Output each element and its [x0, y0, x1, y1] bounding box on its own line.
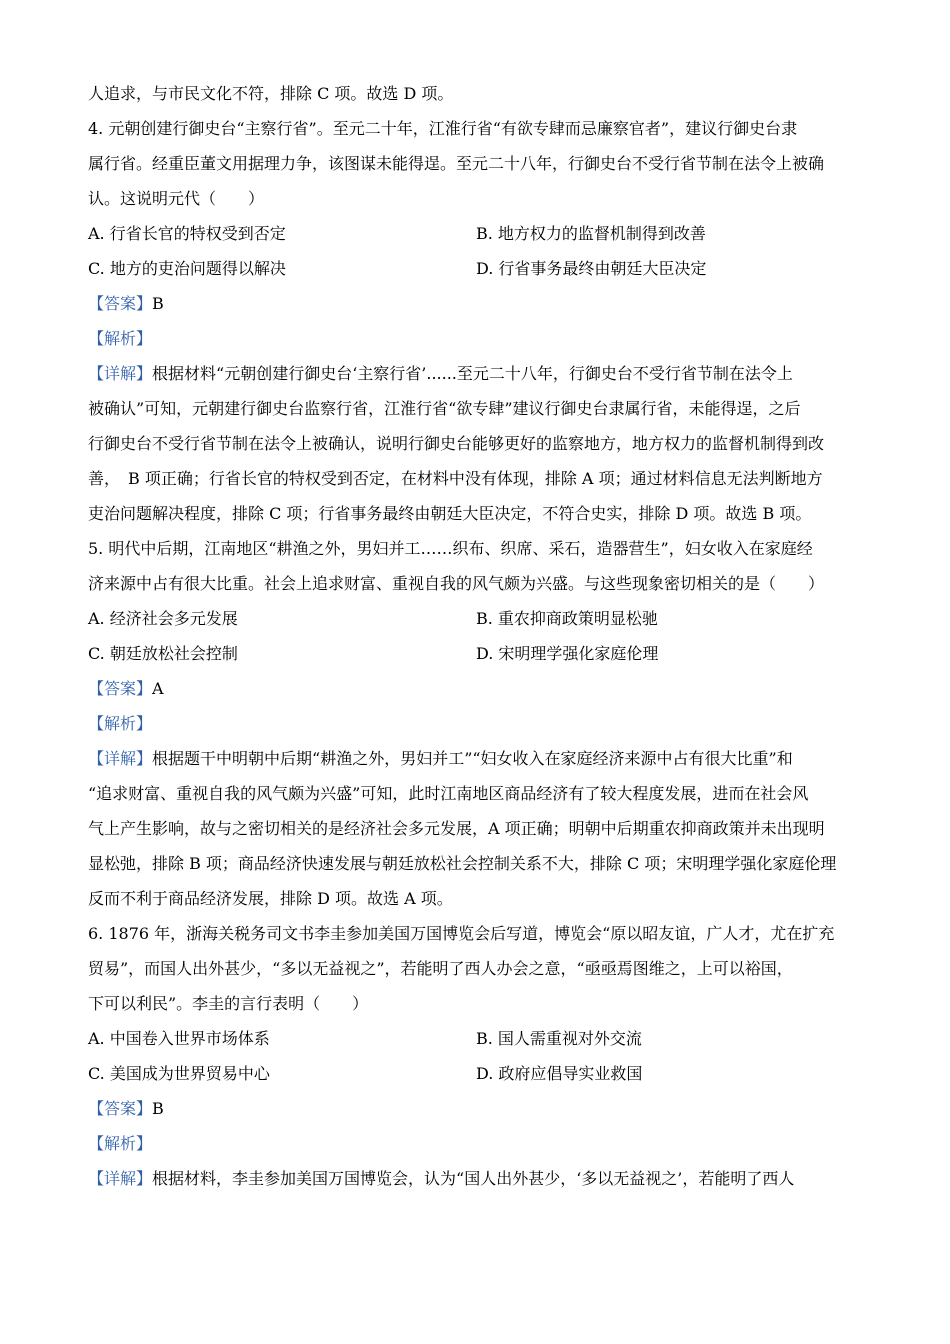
options-row: [88, 601, 864, 636]
options-row: [88, 1056, 864, 1091]
detail-tag: 【详解】: [88, 364, 153, 383]
detail-text: 根据材料“元朝创建行御史台‘主察行省’......至元二十八年，行御史台不受行省节制在法令上: [152, 364, 793, 383]
analysis-line: [88, 321, 864, 356]
option-c: C. 朝廷放松社会控制: [88, 644, 238, 663]
options-row: [88, 1021, 864, 1056]
question-stem-line: 属行省。经重臣董文用据理力争，该图谋未能得逞。至元二十八年，行御史台不受行省节制在法令上被确: [88, 154, 825, 173]
option-c: C. 美国成为世界贸易中心: [88, 1064, 270, 1083]
detail-line: [88, 356, 864, 391]
intro-line: 人追求，与市民文化不符，排除 C 项。故选 D 项。: [88, 84, 454, 103]
detail-line: 行御史台不受行省节制在法令上被确认，说明行御史台能够更好的监察地方，地方权力的监督机制得到改: [88, 434, 825, 453]
option-b: B. 地方权力的监督机制得到改善: [476, 224, 706, 243]
option-b: B. 国人需重视对外交流: [476, 1029, 642, 1048]
options-row: [88, 216, 864, 251]
question-stem-line: 济来源中占有很大比重。社会上追求财富、重视自我的风气颇为兴盛。与这些现象密切相关的是（ ）: [88, 574, 825, 593]
answer-tag: 【答案】: [88, 294, 153, 313]
detail-tag: 【详解】: [88, 1169, 153, 1188]
detail-line: 反而不利于商品经济发展，排除 D 项。故选 A 项。: [88, 889, 453, 908]
detail-tag: 【详解】: [88, 749, 153, 768]
option-b: B. 重农抑商政策明显松驰: [476, 609, 658, 628]
detail-line: “追求财富、重视自我的风气颇为兴盛”可知，此时江南地区商品经济有了较大程度发展，进而在社会风: [88, 784, 809, 803]
detail-text: 根据材料，李圭参加美国万国博览会，认为“国人出外甚少，‘多以无益视之’，若能明了西人: [152, 1169, 795, 1188]
answer-tag: 【答案】: [88, 1099, 153, 1118]
question-stem-line: 4. 元朝创建行御史台“主察行省”。至元二十年，江淮行省“有欲专肆而忌廉察官者”，建议行御史台隶: [88, 119, 798, 138]
options-row: [88, 251, 864, 286]
answer-value: B: [152, 294, 164, 313]
answer-line: [88, 286, 864, 321]
option-d: D. 宋明理学强化家庭伦理: [476, 644, 659, 663]
option-c: C. 地方的吏治问题得以解决: [88, 259, 286, 278]
question-stem-line: 5. 明代中后期，江南地区“耕渔之外，男妇并工……织布、织席、采石，造器营生”，妇女收入在家庭经: [88, 539, 813, 558]
option-d: D. 政府应倡导实业救国: [476, 1064, 643, 1083]
analysis-line: [88, 706, 864, 741]
option-a: A. 中国卷入世界市场体系: [88, 1029, 270, 1048]
question-6: [88, 916, 864, 1196]
answer-line: [88, 671, 864, 706]
detail-text: 根据题干中明朝中后期“耕渔之外，男妇并工”“妇女收入在家庭经济来源中占有很大比重”和: [152, 749, 793, 768]
analysis-tag: 【解析】: [88, 714, 153, 733]
detail-line: 善， B 项正确；行省长官的特权受到否定，在材料中没有体现，排除 A 项；通过材料信息无法判断地方: [88, 469, 823, 488]
detail-line: 吏治问题解决程度，排除 C 项；行省事务最终由朝廷大臣决定，不符合史实，排除 D 项。故选 B 项。: [88, 504, 812, 523]
detail-line: [88, 741, 864, 776]
detail-line: 显松弛，排除 B 项；商品经济快速发展与朝廷放松社会控制关系不大，排除 C 项；宋明理学强化家庭伦理: [88, 854, 837, 873]
question-5: [88, 531, 864, 916]
detail-line: 被确认”可知，元朝建行御史台监察行省，江淮行省“欲专肆”建议行御史台隶属行省，未能得逞，之后: [88, 399, 801, 418]
option-a: A. 经济社会多元发展: [88, 609, 238, 628]
options-row: [88, 636, 864, 671]
analysis-line: [88, 1126, 864, 1161]
detail-line: [88, 1161, 864, 1196]
option-a: A. 行省长官的特权受到否定: [88, 224, 286, 243]
answer-value: A: [152, 679, 164, 698]
analysis-tag: 【解析】: [88, 1134, 153, 1153]
question-stem-line: 下可以利民”。李圭的言行表明（ ）: [88, 994, 369, 1013]
question-stem-line: 6. 1876 年，浙海关税务司文书李圭参加美国万国博览会后写道，博览会“原以昭友谊，广人才，尤在扩充: [88, 924, 835, 943]
analysis-tag: 【解析】: [88, 329, 153, 348]
question-stem-line: 贸易”，而国人出外甚少，“多以无益视之”，若能明了西人办会之意，“亟亟焉图维之，上可以裕国，: [88, 959, 793, 978]
question-stem-line: 认。这说明元代（ ）: [88, 189, 265, 208]
answer-line: [88, 1091, 864, 1126]
document-page: [88, 76, 864, 1196]
answer-value: B: [152, 1099, 164, 1118]
option-d: D. 行省事务最终由朝廷大臣决定: [476, 259, 707, 278]
question-4: [88, 111, 864, 531]
detail-line: 气上产生影响，故与之密切相关的是经济社会多元发展，A 项正确；明朝中后期重农抑商政策并未出现明: [88, 819, 825, 838]
answer-tag: 【答案】: [88, 679, 153, 698]
